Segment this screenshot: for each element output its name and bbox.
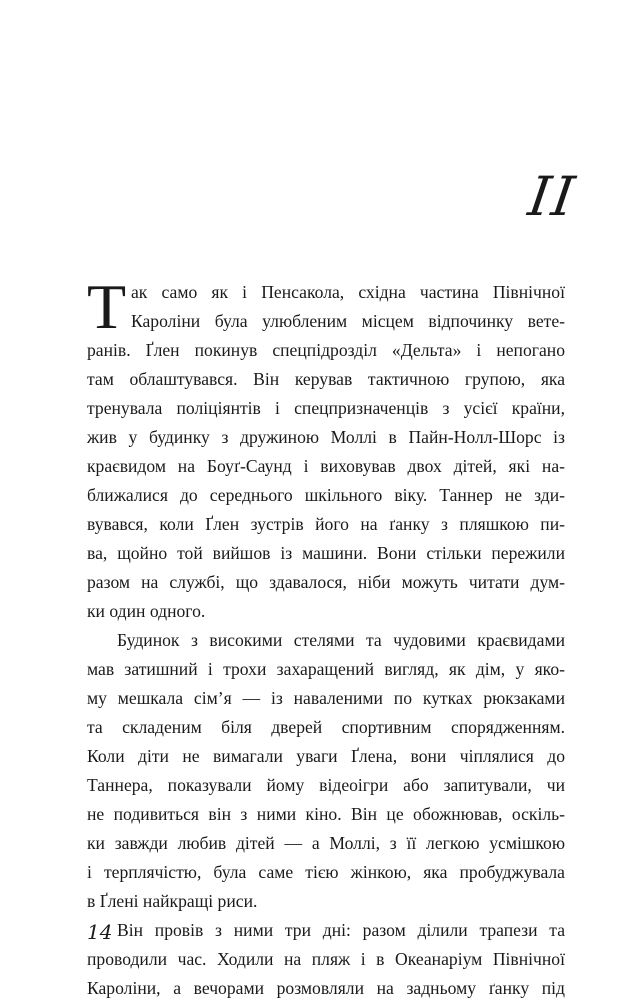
text-line: Будинок з високими стелями та чудовими краєвидами (117, 630, 565, 650)
text-line: та складеним біля дверей спортивним спорядженням. (87, 717, 565, 737)
text-line: там облаштувався. Він керував тактичною групою, яка (87, 369, 565, 389)
text-line: не подивиться він з ними кіно. Він це обожнював, оскіль- (87, 804, 565, 824)
text-line: тренувала поліціянтів і спецпризначенців з усієї країни, (87, 398, 565, 418)
page-number: 14 (87, 920, 113, 944)
text-line: ак само як і Пенсакола, східна частина Північної (131, 282, 565, 302)
drop-cap: Т (87, 271, 127, 342)
text-line: жив у будинку з дружиною Моллі в Пайн-Нолл-Шорс із (87, 427, 565, 447)
text-line: ки один одного. (87, 601, 206, 621)
text-line: вувався, коли Ґлен зустрів його на ґанку з пляшкою пи- (87, 514, 565, 534)
body-text (87, 271, 565, 1003)
text-line: Таннера, показували йому відеоігри або запитували, чи (87, 775, 565, 795)
text-line: проводили час. Ходили на пляж і в Океанаріум Північної (87, 949, 565, 969)
text-line: ва, щойно той вийшов із машини. Вони стільки пережили (87, 543, 565, 563)
text-line: Кароліни, а вечорами розмовляли на задньому ґанку під (87, 978, 565, 998)
text-line: разом на службі, що здавалося, ніби можуть читати дум- (87, 572, 565, 592)
text-line: і терплячістю, була саме тією жінкою, яка пробуджувала (87, 862, 565, 882)
text-line: Коли діти не вимагали уваги Ґлена, вони чіплялися до (87, 746, 565, 766)
text-line: Він провів з ними три дні: разом ділили трапези та (117, 920, 565, 940)
text-line: ранів. Ґлен покинув спецпідрозділ «Дельта» і непогано (87, 340, 565, 360)
text-line: ки завжди любив дітей — а Моллі, з її легкою усмішкою (87, 833, 565, 853)
text-line: в Ґлені найкращі риси. (87, 891, 258, 911)
text-line: мав затишний і трохи захаращений вигляд, як дім, у яко- (87, 659, 565, 679)
text-line: краєвидом на Боуґ-Саунд і виховував двох дітей, які на- (87, 456, 565, 476)
text-line: му мешкала сім’я — із навaленими по кутках рюкзаками (87, 688, 565, 708)
text-line: ближалися до середнього шкільного віку. Таннер не зди- (87, 485, 565, 505)
text-line: Кароліни була улюбленим місцем відпочинку вете- (131, 311, 565, 331)
chapter-number: II (524, 165, 581, 228)
